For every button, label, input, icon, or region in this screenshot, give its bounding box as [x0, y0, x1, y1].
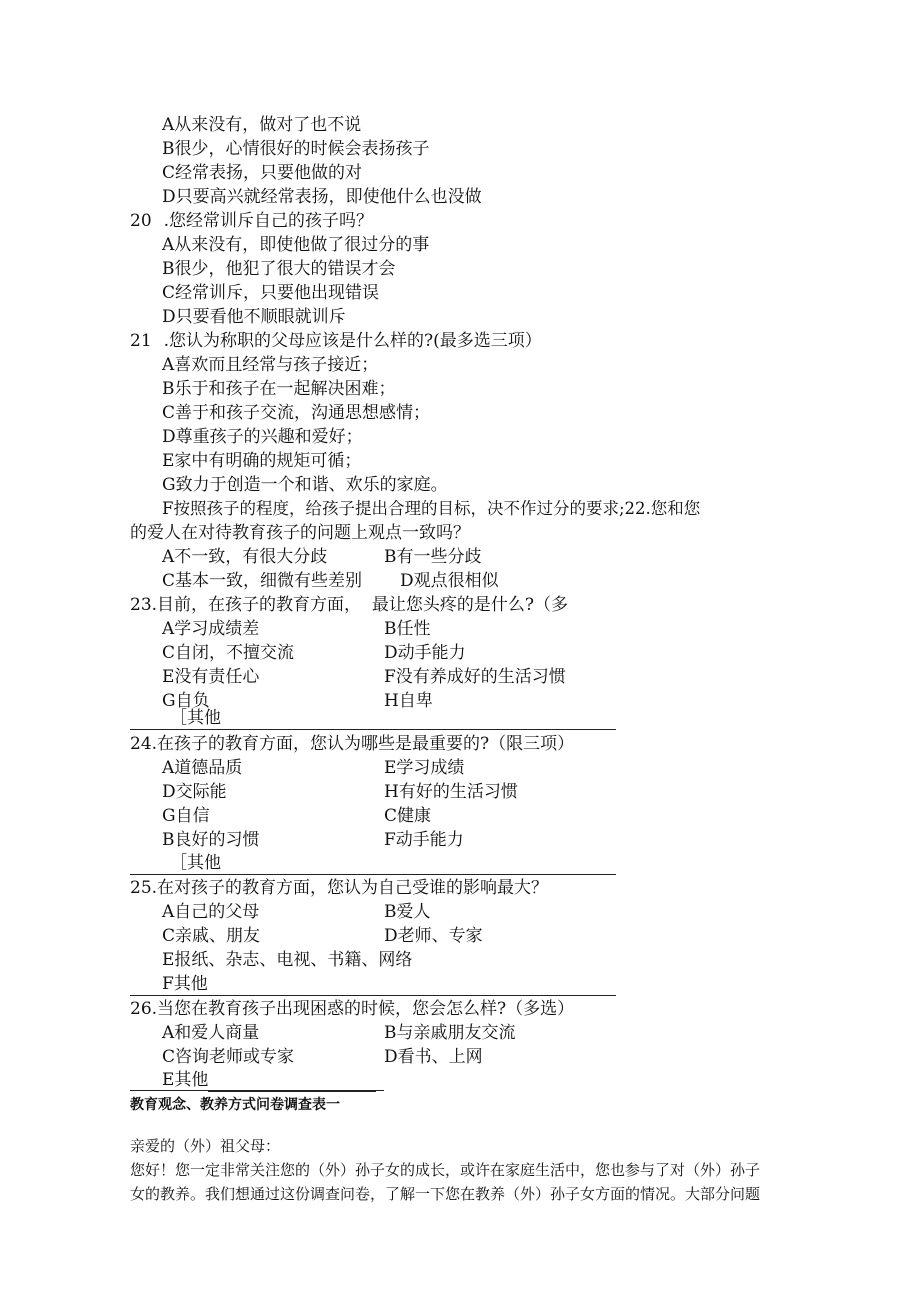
- q24-other-blank[interactable]: [221, 856, 369, 875]
- q23-question: 23.目前，在孩子的教育方面， 最让您头疼的是什么?（多: [130, 595, 568, 615]
- q21-option-a: A喜欢而且经常与孩子接近；: [162, 355, 379, 375]
- q24-option-h: H有好的生活习惯: [384, 782, 518, 802]
- q19-option-d: D只要高兴就经常表扬，即使他什么也没做: [162, 187, 482, 207]
- q26-option-b: B与亲戚朋友交流: [384, 1023, 516, 1043]
- q23-option-d: D动手能力: [384, 643, 466, 663]
- q21-option-f: F按照孩子的程度，给孩子提出合理的目标，决不作过分的要求;22.您和您: [162, 499, 701, 518]
- q26-other: [162, 1068, 376, 1092]
- q20-option-d: D只要看他不顺眼就训斥: [162, 307, 346, 327]
- q22-option-b: B有一些分歧: [384, 547, 482, 567]
- survey-title: 教育观念、教养方式问卷调查表一: [130, 1097, 340, 1113]
- q26-option-d: D看书、上网: [384, 1047, 483, 1067]
- q20-option-c: C经常训斥，只要他出现错误: [162, 283, 380, 303]
- q24-option-c: C健康: [384, 806, 432, 826]
- divider: [130, 874, 616, 875]
- q22-question-continued: 的爱人在对待教育孩子的问题上观点一致吗？: [130, 523, 470, 543]
- q23-option-c: C自闭，不擅交流: [162, 643, 295, 663]
- q23-option-f: F没有养成好的生活习惯: [384, 667, 566, 687]
- q25-other-blank[interactable]: [216, 977, 376, 996]
- q21-option-g: G致力于创造一个和谐、欢乐的家庭。: [162, 475, 448, 495]
- q26-option-c: C咨询老师或专家: [162, 1047, 295, 1067]
- q26-question: 26.当您在教育孩子出现困惑的时候，您会怎么样?（多选）: [130, 999, 575, 1019]
- q22-option-d: D观点很相似: [400, 571, 499, 591]
- q24-option-b: B良好的习惯: [162, 830, 260, 850]
- q23-option-h: H自卑: [384, 691, 433, 711]
- salutation: 亲爱的（外）祖父母：: [130, 1137, 281, 1155]
- q20-number: 20: [130, 211, 152, 231]
- intro-line-2: 女的教养。我们想通过这份调查问卷，了解一下您在教养（外）孙子女方面的情况。大部分问题: [130, 1185, 761, 1203]
- q25-option-c: C亲戚、朋友: [162, 926, 261, 946]
- q25-option-a: A自己的父母: [162, 902, 260, 922]
- q20-option-b: B很少，他犯了很大的错误才会: [162, 259, 396, 279]
- q21-option-c: C善于和孩子交流，沟通思想感情；: [162, 403, 431, 423]
- q20-option-a: A从来没有，即使他做了很过分的事: [162, 235, 430, 255]
- intro-line-1: 您好！您一定非常关注您的（外）孙子女的成长，或许在家庭生活中，您也参与了对（外）孙子: [130, 1161, 761, 1179]
- divider: [130, 995, 616, 996]
- q24-question: 24.在孩子的教育方面，您认为哪些是最重要的?（限三项）: [130, 734, 575, 754]
- q23-option-g: G自负: [162, 691, 210, 711]
- q19-option-a: A从来没有，做对了也不说: [162, 115, 362, 135]
- q20-question: [130, 209, 373, 233]
- q24-option-g: G自信: [162, 806, 210, 826]
- q25-option-b: B爱人: [384, 902, 431, 922]
- q24-option-e: E学习成绩: [384, 758, 465, 778]
- q21-question: [130, 329, 542, 353]
- q22-option-a: A不一致，有很大分歧: [162, 547, 328, 567]
- q23-other: [170, 706, 369, 730]
- q25-option-e: E报纸、杂志、电视、书籍、网络: [162, 950, 413, 970]
- q23-other-blank[interactable]: [221, 711, 369, 730]
- q23-option-e: E没有责任心: [162, 667, 260, 687]
- q20-text: .您经常训斥自己的孩子吗？: [163, 211, 374, 231]
- q21-option-e: E家中有明确的规矩可循；: [162, 451, 362, 471]
- q23-option-a: A学习成绩差: [162, 619, 260, 639]
- q24-other-label: ［其他: [170, 853, 221, 873]
- q25-question: 25.在对孩子的教育方面，您认为自己受谁的影响最大？: [130, 878, 549, 898]
- q25-other: [162, 972, 376, 996]
- q26-option-a: A和爱人商量: [162, 1023, 260, 1043]
- divider: [130, 729, 616, 730]
- q24-other: [170, 851, 369, 875]
- q23-option-b: B任性: [384, 619, 431, 639]
- q25-other-label: F其他: [162, 974, 208, 994]
- q19-option-c: C经常表扬，只要他做的对: [162, 163, 363, 183]
- q21-option-b: B乐于和孩子在一起解决困难；: [162, 379, 396, 399]
- q24-option-d: D交际能: [162, 782, 227, 802]
- q24-option-f: F动手能力: [384, 830, 464, 850]
- q26-other-label: E其他: [162, 1070, 209, 1090]
- q22-option-c: C基本一致，细微有些差别: [162, 571, 363, 591]
- q25-option-d: D老师、专家: [384, 926, 483, 946]
- q21-option-d: D尊重孩子的兴趣和爱好；: [162, 427, 363, 447]
- q21-number: 21: [130, 331, 152, 351]
- q21-text: .您认为称职的父母应该是什么样的?(最多选三项）: [163, 331, 542, 351]
- divider: [130, 1090, 384, 1091]
- q23-other-label: ［其他: [170, 708, 221, 728]
- q19-option-b: B很少，心情很好的时候会表扬孩子: [162, 139, 430, 159]
- q24-option-a: A道德品质: [162, 758, 243, 778]
